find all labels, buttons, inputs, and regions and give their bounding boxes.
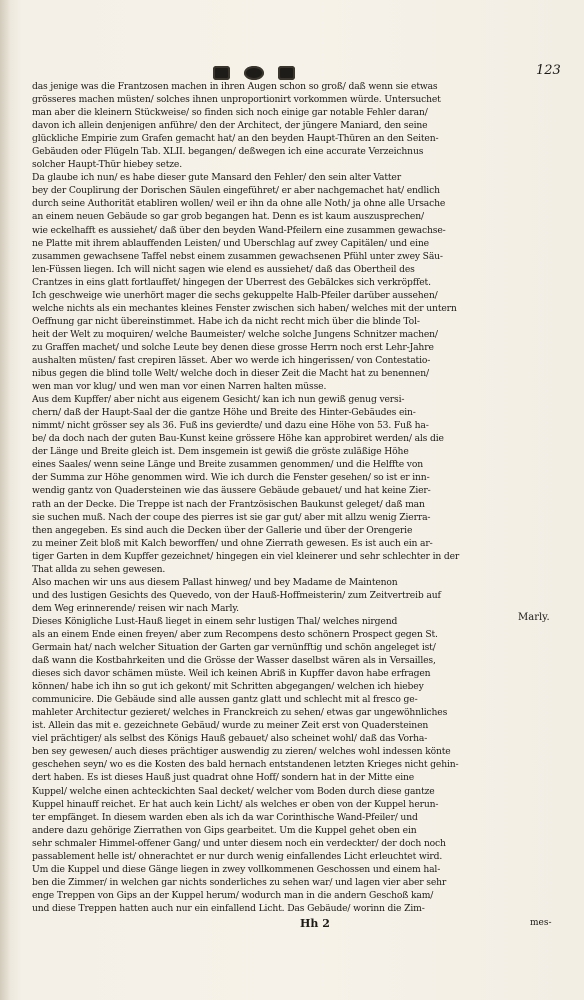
- ornament-center-icon: [244, 66, 264, 80]
- text-line: ter empfänget. In diesem warden eben als ich da war Corinthische Wand-Pfeiler/ und: [32, 811, 418, 823]
- ornament-left-icon: [213, 66, 230, 80]
- signature-mark: Hh 2: [300, 917, 330, 930]
- text-line: wen man vor klug/ und wen man vor einen Narren halten müsse.: [32, 381, 327, 393]
- text-line: daß wann die Kostbahrkeiten und die Grösse der Wasser daselbst wären als in Versailles,: [32, 655, 436, 667]
- text-line: ben die Zimmer/ in welchen gar nichts sonderliches zu sehen war/ und lagen vier aber sehr: [32, 876, 447, 888]
- text-line: Kuppel hinauff reichet. Er hat auch kein Licht/ als welches er oben von der Kuppel herun-: [32, 798, 439, 810]
- text-line: dert haben. Es ist dieses Hauß just quadrat ohne Hoff/ sondern hat in der Mitte eine: [32, 772, 415, 784]
- text-line: welche nichts als ein mechantes kleines Fenster zwischen sich haben/ welches mit der untern: [32, 302, 457, 314]
- text-line: sie suchen muß. Nach der coupe des pierres ist sie gar gut/ aber mit allzu wenig Zierra-: [32, 511, 431, 523]
- text-line: ne Platte mit ihrem ablauffenden Leisten/ und Uberschlag auf zwey Capitälen/ und eine: [32, 237, 429, 249]
- text-line: der Länge und Breite gleich ist. Dem insgemein ist gewiß die gröste zuläßige Höhe: [32, 446, 409, 458]
- text-line: Aus dem Kupffer/ aber nicht aus eigenem Gesicht/ kan ich nun gewiß genug versi-: [32, 394, 405, 406]
- text-line: man aber die kleinern Stückweise/ so finden sich noch einige gar notable Fehler daran/: [32, 107, 428, 119]
- text-line: Dieses Königliche Lust-Hauß lieget in einem sehr lustigen Thal/ welches nirgend: [32, 615, 398, 627]
- text-line: chern/ daß der Haupt-Saal der die gantze Höhe und Breite des Hinter-Gebäudes ein-: [32, 407, 416, 419]
- text-line: zu Graffen machet/ und solche Leute bey denen diese grosse Herrn noch erst Lehr-Jahre: [32, 341, 434, 353]
- text-line: glückliche Empirie zum Grafen gemacht hat/ an den beyden Haupt-Thüren an den Seiten-: [32, 133, 439, 145]
- text-line: rath an der Decke. Die Treppe ist nach der Frantzösischen Baukunst geleget/ daß man: [32, 498, 425, 510]
- text-line: geschehen seyn/ wo es die Kosten des bald hernach entstandenen letzten Krieges nicht gehin-: [32, 759, 459, 771]
- text-line: davon ich allein denjenigen anführe/ den der Architect, der jüngere Maniard, den seine: [32, 120, 428, 132]
- text-line: Crantzes in eins glatt fortlauffet/ hingegen der Uberrest des Gebälckes sich verkröpffet.: [32, 276, 431, 288]
- text-line: Also machen wir uns aus diesem Pallast hinweg/ und bey Madame de Maintenon: [32, 576, 398, 588]
- text-line: aushalten müsten/ fast crepiren lässet. Aber wo werde ich hingerissen/ von Contestatio-: [32, 354, 431, 366]
- text-line: solcher Haupt-Thür hiebey setze.: [32, 159, 182, 171]
- text-line: grösseres machen müsten/ solches ihnen unproportionirt vorkommen würde. Untersuchet: [32, 94, 441, 106]
- text-line: Gebäuden oder Flügeln Tab. XLII. begangen/ deßwegen ich eine accurate Verzeichnus: [32, 146, 424, 158]
- text-line: zu meiner Zeit bloß mit Kalch beworffen/ und ohne Zierrath gewesen. Es ist auch ein ar-: [32, 537, 433, 549]
- text-line: an einem neuen Gebäude so gar grob begangen hat. Denn es ist kaum auszusprechen/: [32, 211, 424, 223]
- text-line: nibus gegen die blind tolle Welt/ welche doch in dieser Zeit die Macht hat zu benennen/: [32, 368, 429, 380]
- body-text: [32, 80, 512, 915]
- text-line: sehr schmaler Himmel-offener Gang/ und unter diesem noch ein verdeckter/ der doch noch: [32, 837, 446, 849]
- text-line: then angegeben. Es sind auch die Decken über der Gallerie und über der Orengerie: [32, 524, 413, 536]
- catchword: mes-: [530, 918, 552, 928]
- text-line: communicire. Die Gebäude sind alle aussen gantz glatt und schlecht mit al fresco ge-: [32, 694, 418, 706]
- text-line: können/ habe ich ihn so gut ich gekont/ mit Schritten abgegangen/ welchen ich hiebey: [32, 681, 424, 693]
- text-line: Kuppel/ welche einen achteckichten Saal decket/ welcher vom Boden durch diese gantze: [32, 785, 435, 797]
- page-gutter: [0, 0, 10, 1000]
- ornament-right-icon: [278, 66, 295, 80]
- text-line: bey der Couplirung der Dorischen Säulen eingeführet/ er aber nachgemachet hat/ endlich: [32, 185, 440, 197]
- text-line: mahleter Architectur gezieret/ welches in Franckreich zu sehen/ etwas gar ungewöhnliches: [32, 707, 448, 719]
- text-line: passablement helle ist/ ohnerachtet er nur durch wenig einfallendes Licht erleuchtet wird.: [32, 850, 443, 862]
- text-line: der Summa zur Höhe genommen wird. Wie ich durch die Fenster gesehen/ so ist er inn-: [32, 472, 430, 484]
- text-line: Oeffnung gar nicht übereinstimmet. Habe ich da nicht recht mich über die blinde Tol-: [32, 315, 420, 327]
- page-number: 123: [536, 63, 561, 78]
- marginal-note: Marly.: [518, 612, 550, 623]
- text-line: das jenige was die Frantzosen machen in ihren Augen schon so groß/ daß wenn sie etwas: [32, 81, 438, 92]
- text-line: heit der Welt zu moquiren/ welche Baumeister/ welche solche Jungens Schnitzer machen/: [32, 328, 438, 340]
- text-line: dieses sich davor schämen müste. Weil ich keinen Abriß in Kupffer davon habe erfragen: [32, 668, 431, 680]
- text-line: nimmt/ nicht grösser sey als 36. Fuß ins gevierdte/ und dazu eine Höhe von 53. Fuß ha-: [32, 420, 429, 432]
- text-line: als an einem Ende einen freyen/ aber zum Recompens desto schönern Prospect gegen St.: [32, 628, 438, 640]
- text-line: Ich geschweige wie unerhört mager die sechs gekuppelte Halb-Pfeiler darüber aussehen/: [32, 289, 438, 301]
- text-line: enge Treppen von Gips an der Kuppel herum/ wodurch man in die andern Geschoß kam/: [32, 889, 434, 901]
- text-line: tiger Garten in dem Kupffer gezeichnet/ hingegen ein viel kleinerer und sehr schlechter in der: [32, 550, 460, 562]
- text-line: ben sey gewesen/ auch dieses prächtiger auswendig zu zieren/ welches wohl indessen könte: [32, 746, 451, 758]
- text-line: Germain hat/ nach welcher Situation der Garten gar vernünfftig und schön angeleget ist/: [32, 642, 436, 654]
- text-line: viel prächtiger/ als selbst des Königs Hauß gebauet/ also scheinet wohl/ daß das Vorha-: [32, 733, 428, 745]
- text-line: Da glaube ich nun/ es habe dieser gute Mansard den Fehler/ den sein alter Vatter: [32, 172, 401, 184]
- text-line: That allda zu sehen gewesen.: [32, 563, 166, 575]
- text-line: ist. Allein das mit e. gezeichnete Gebäud/ wurde zu meiner Zeit erst von Quadersteinen: [32, 720, 429, 732]
- text-line: Um die Kuppel und diese Gänge liegen in zwey vollkommenen Geschossen und einem hal-: [32, 863, 441, 875]
- text-line: wendig gantz von Quadersteinen wie das äussere Gebäude gebauet/ und hat keine Zier-: [32, 485, 431, 497]
- text-line: dem Weg erinnerende/ reisen wir nach Marly.: [32, 602, 239, 614]
- text-line: andere dazu gehörige Zierrathen von Gips gearbeitet. Um die Kuppel gehet oben ein: [32, 824, 417, 836]
- text-line: und des lustigen Gesichts des Quevedo, von der Hauß-Hoffmeisterin/ zum Zeitvertreib auf: [32, 589, 441, 601]
- text-line: zusammen gewachsene Taffel nebst einem zusammen gewachsenen Pfühl unter zwey Säu-: [32, 250, 443, 262]
- text-line: eines Saales/ wenn seine Länge und Breite zusammen genommen/ und die Helffte von: [32, 459, 423, 471]
- text-line: be/ da doch nach der guten Bau-Kunst keine grössere Höhe kan approbiret werden/ als die: [32, 433, 444, 445]
- text-line: durch seine Authorität etabliren wollen/ weil er ihn da ohne alle Noth/ ja ohne alle Ursache: [32, 198, 446, 210]
- text-line: wie eckelhafft es aussiehet/ daß über den beyden Wand-Pfeilern eine zusammen gewachse-: [32, 224, 446, 236]
- header-ornament: [213, 64, 295, 81]
- text-line: und diese Treppen hatten auch nur ein einfallend Licht. Das Gebäude/ worinn die Zim-: [32, 902, 425, 914]
- text-line: len-Füssen liegen. Ich will nicht sagen wie elend es aussiehet/ daß das Obertheil des: [32, 263, 415, 275]
